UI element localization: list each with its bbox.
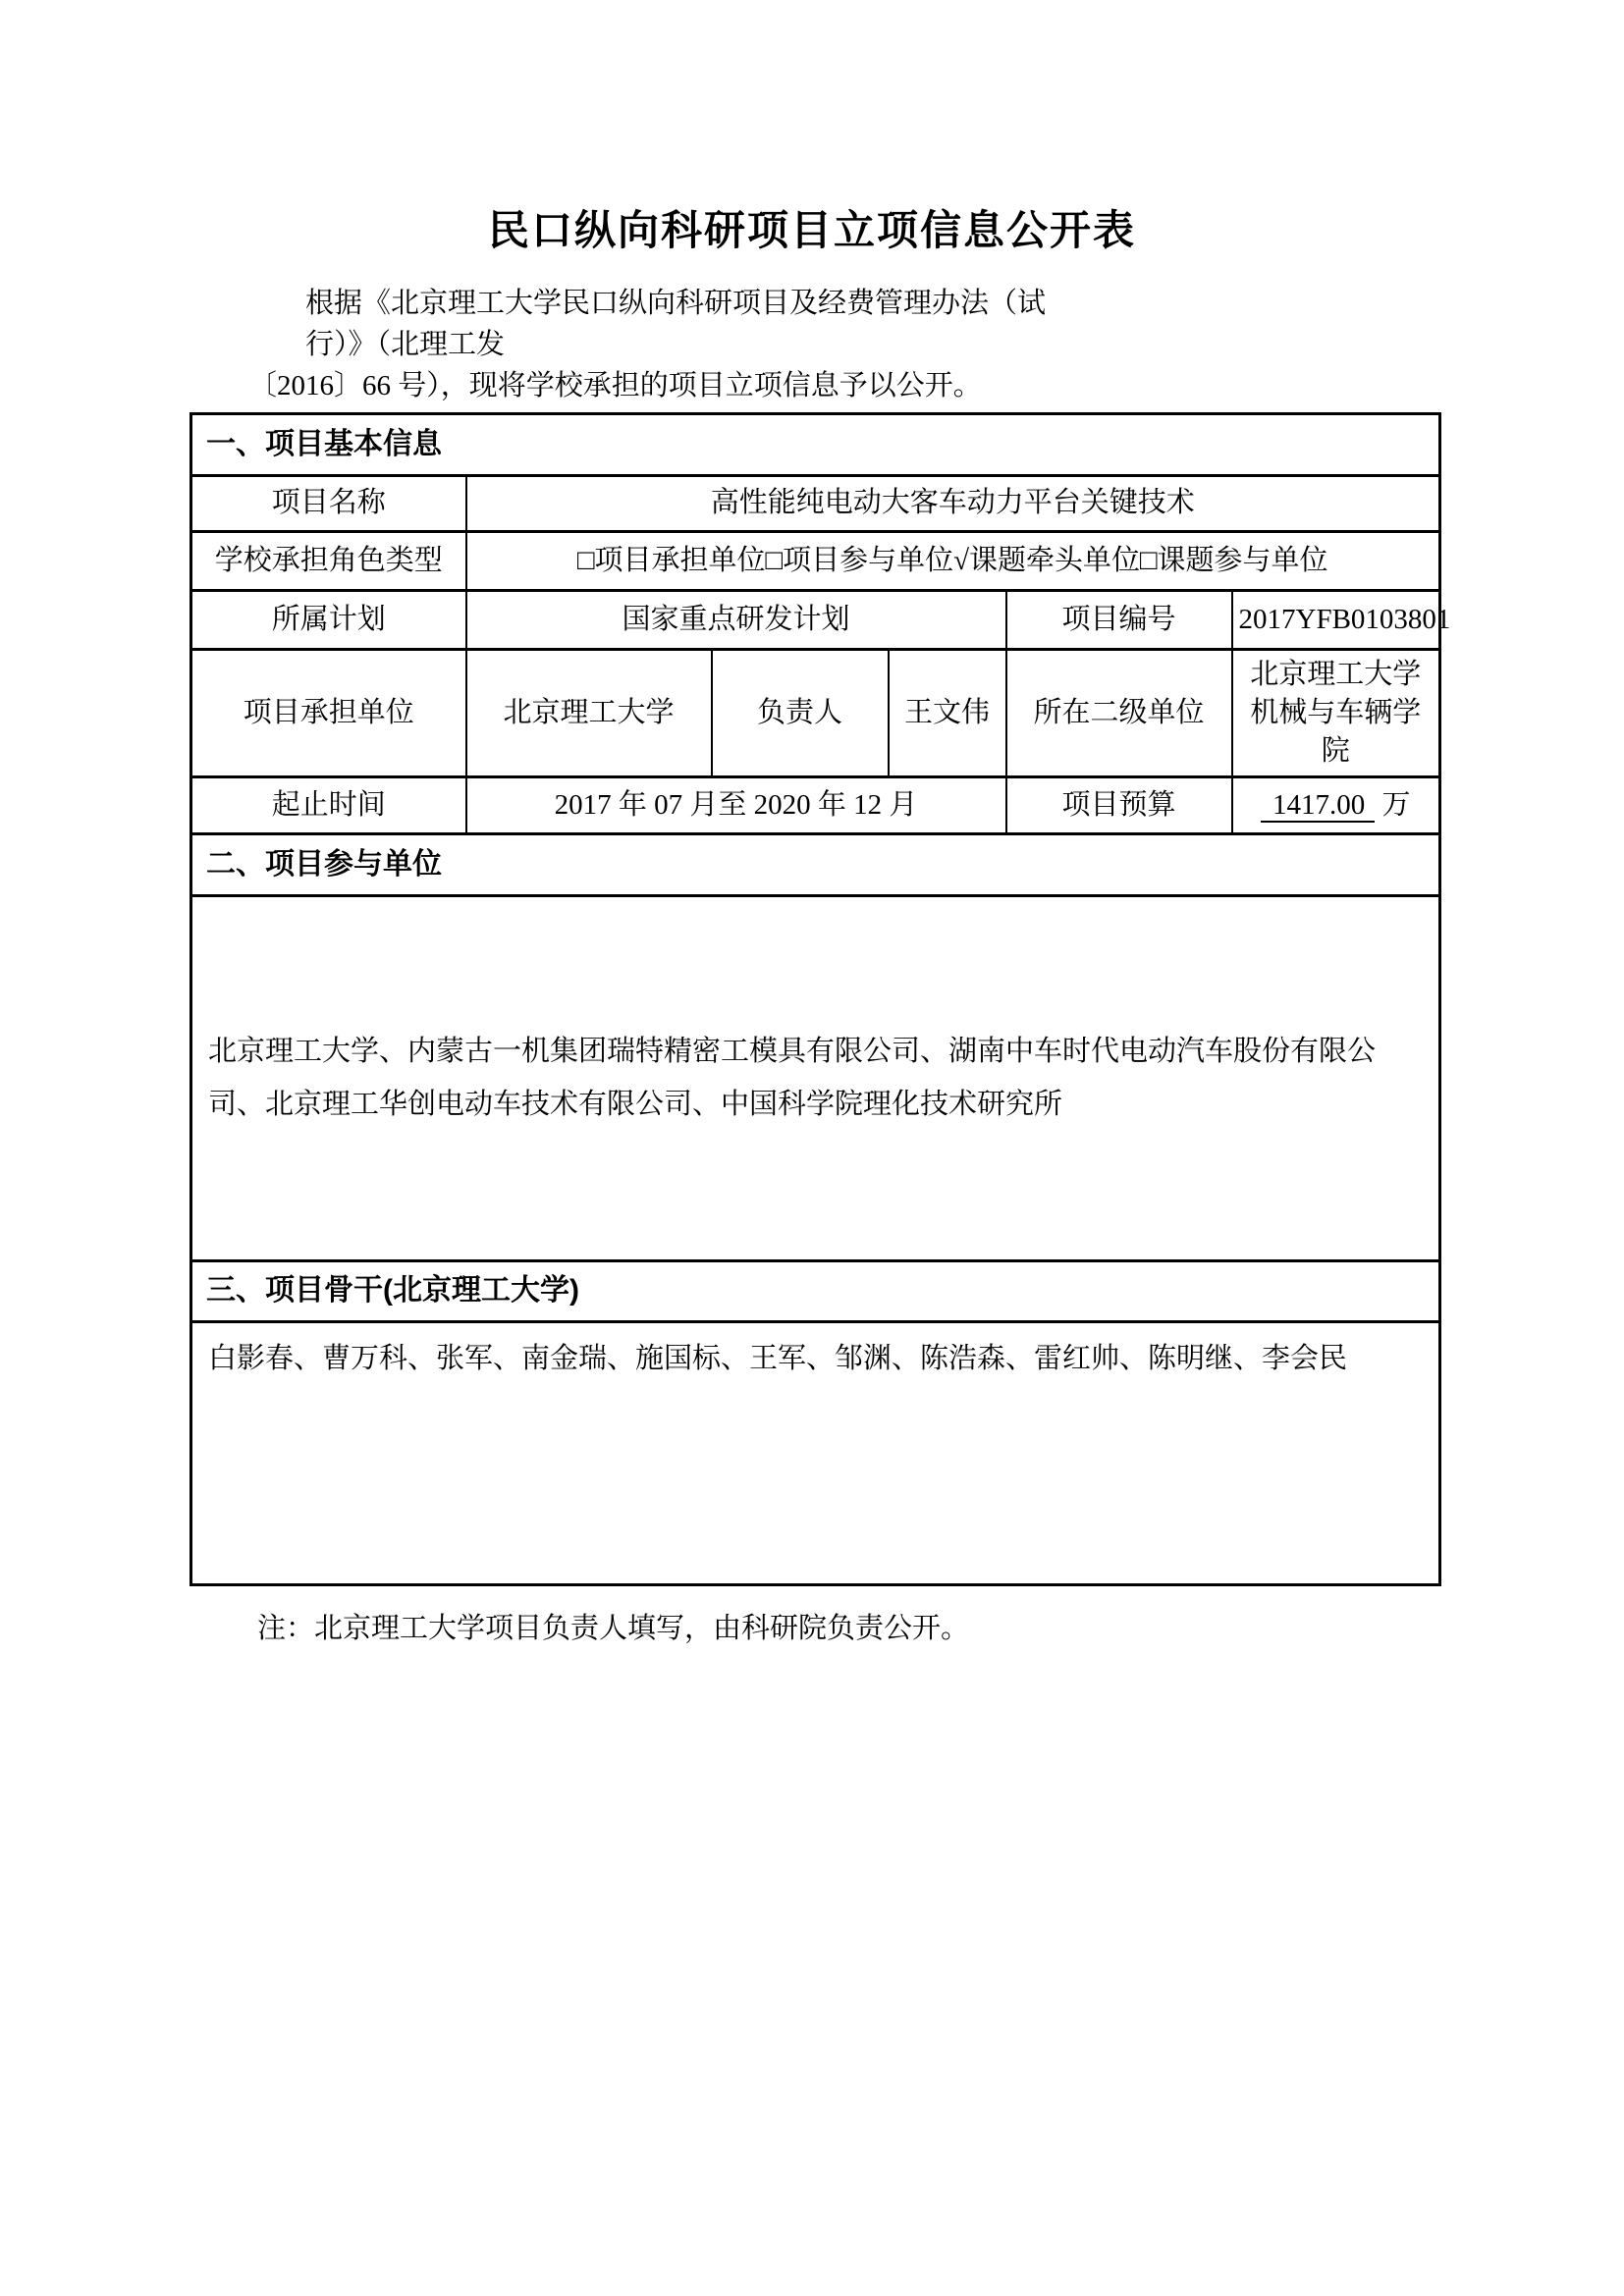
leader-value: 王文伟: [889, 650, 1006, 777]
plan-value: 国家重点研发计划: [466, 591, 1006, 650]
project-info-table: [189, 412, 1451, 1586]
plan-label: 所属计划: [191, 591, 466, 650]
undertaking-unit-label: 项目承担单位: [191, 650, 466, 777]
budget-label: 项目预算: [1006, 777, 1232, 834]
role-type-value: □项目承担单位□项目参与单位√课题牵头单位□课题参与单位: [466, 532, 1440, 591]
table-row: [191, 414, 1440, 476]
page-title: 民口纵向科研项目立项信息公开表: [487, 209, 1136, 254]
undertaking-unit-value: 北京理工大学: [466, 650, 712, 777]
table-row: [191, 1322, 1440, 1585]
secondary-unit-label: 所在二级单位: [1006, 650, 1232, 777]
table-row: [191, 1261, 1440, 1322]
budget-unit: 万: [1381, 788, 1411, 821]
intro-paragraph: [248, 283, 1083, 406]
table-row: [191, 777, 1440, 834]
backbone-content: 白影春、曹万科、张军、南金瑞、施国标、王军、邹渊、陈浩森、雷红帅、陈明继、李会民: [191, 1322, 1440, 1585]
project-name-label: 项目名称: [191, 476, 466, 532]
intro-line-2: 〔2016〕66 号），现将学校承担的项目立项信息予以公开。: [248, 370, 982, 401]
duration-label: 起止时间: [191, 777, 466, 834]
table-row: [191, 834, 1440, 896]
table-row: [191, 532, 1440, 591]
section-header-participants: 二、项目参与单位: [191, 834, 1440, 896]
budget-value: [1232, 777, 1440, 834]
leader-label: 负责人: [712, 650, 889, 777]
budget-amount: 1417.00: [1261, 789, 1375, 823]
table-row: [191, 650, 1440, 777]
project-name-value: 高性能纯电动大客车动力平台关键技术: [466, 476, 1440, 532]
section-header-basic-info: 一、项目基本信息: [191, 414, 1440, 476]
project-number-label: 项目编号: [1006, 591, 1232, 650]
secondary-unit-value: 北京理工大学机械与车辆学院: [1232, 650, 1440, 777]
table-row: [191, 896, 1440, 1261]
intro-line-1: 根据《北京理工大学民口纵向科研项目及经费管理办法（试行）》（北理工发: [305, 288, 1047, 360]
table-row: [191, 476, 1440, 532]
participants-content: 北京理工大学、内蒙古一机集团瑞特精密工模具有限公司、湖南中车时代电动汽车股份有限公司、北京理工华创电动车技术有限公司、中国科学院理化技术研究所: [191, 896, 1440, 1261]
role-type-label: 学校承担角色类型: [191, 532, 466, 591]
footer-note: 注：北京理工大学项目负责人填写，由科研院负责公开。: [257, 1613, 970, 1644]
project-number-value: 2017YFB0103801: [1232, 591, 1440, 650]
duration-value: 2017 年 07 月至 2020 年 12 月: [466, 777, 1006, 834]
section-header-backbone: 三、项目骨干(北京理工大学): [191, 1261, 1440, 1322]
table-row: [191, 591, 1440, 650]
